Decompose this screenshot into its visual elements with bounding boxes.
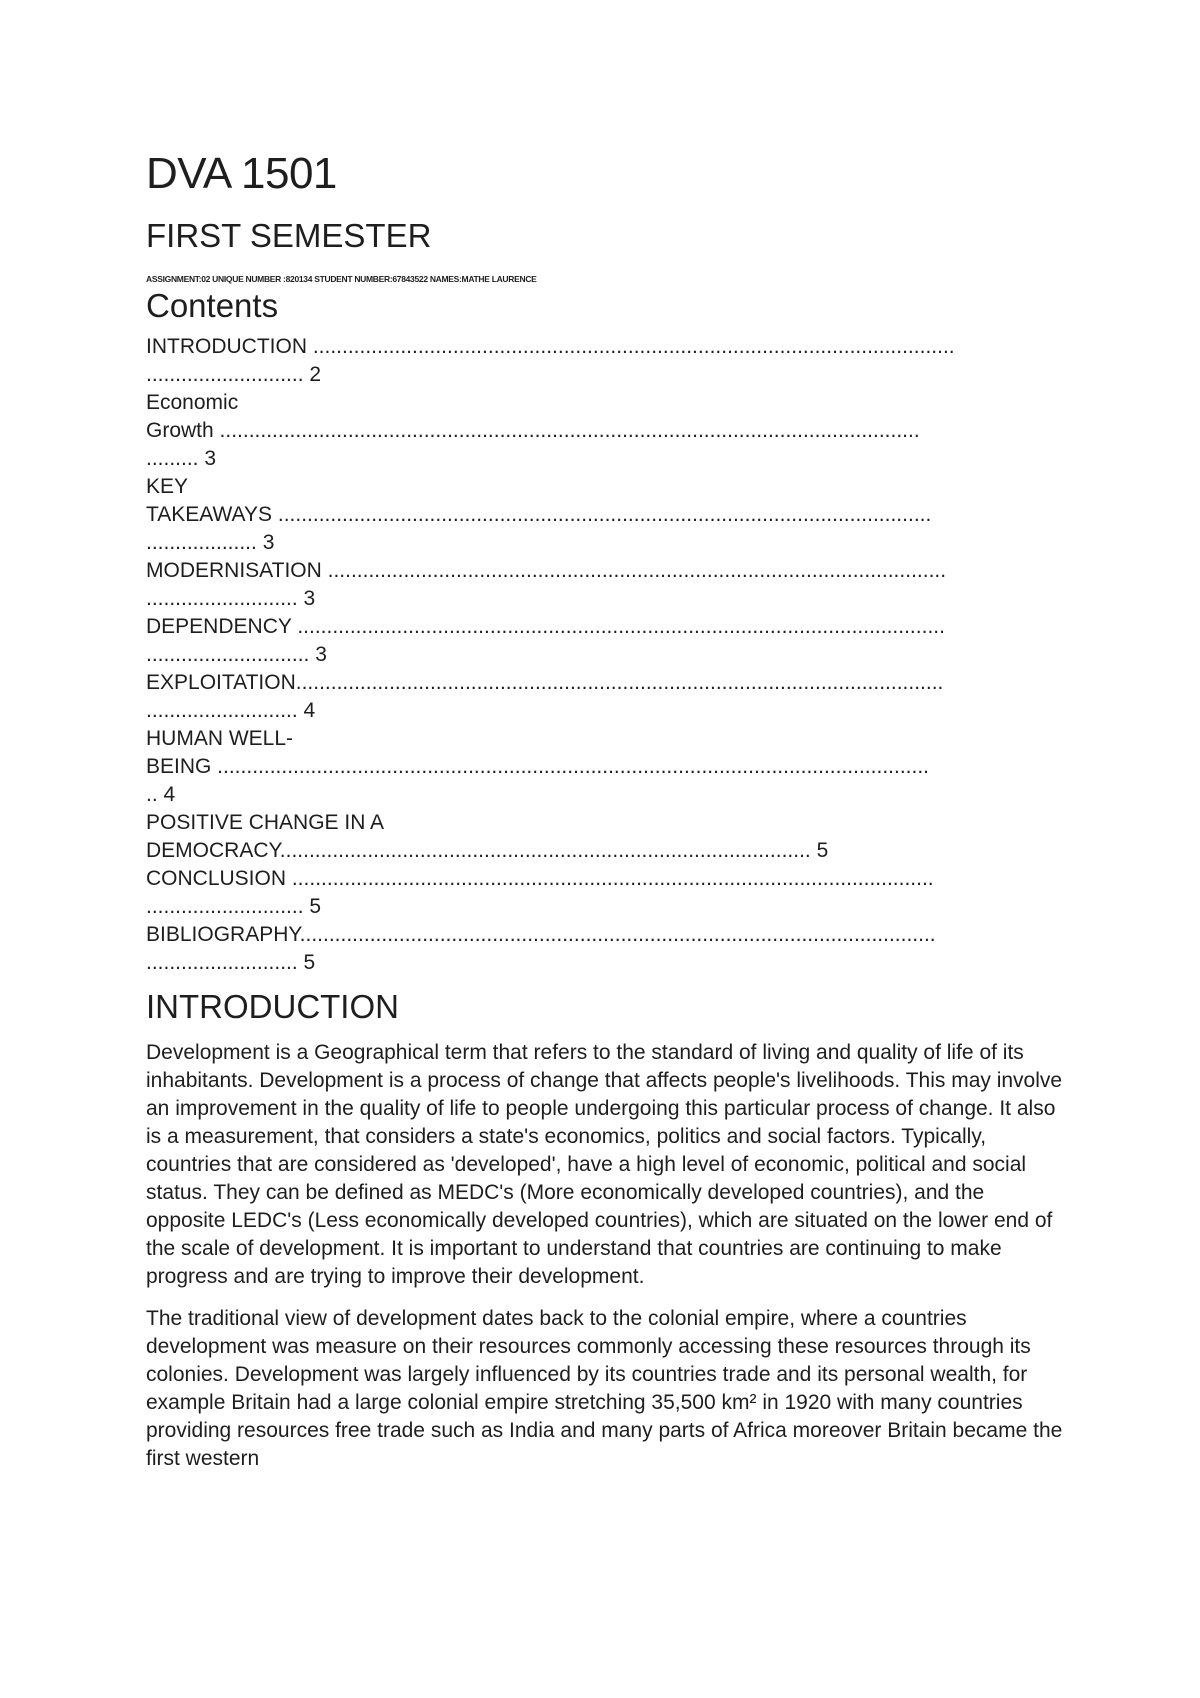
toc-entry-line: ........................... 5 [146, 895, 322, 918]
paragraph: The traditional view of development dates back to the colonial empire, where a countries development was measure on their resources commonly accessing these resources through its colonies. Development was largely influenced by its countries trade and its personal wealth, for example Britain had a large colonial empire stretching 35,500 km² in 1920 with many countries providing resources free trade such as India and many parts of Africa moreover Britain became the first western [146, 1307, 1063, 1470]
toc-entry[interactable] [146, 809, 1066, 865]
paragraph: Development is a Geographical term that refers to the standard of living and quality of life of its inhabitants. Development is a process of change that affects people's livelihoods. This may involve an improvement in the quality of life to people undergoing this particular process of change. It also is a measurement, that considers a state's economics, politics and social factors. Typically, countries that are considered as 'developed', have a high level of economic, political and social status. They can be defined as MEDC's (More economically developed countries), and the opposite LEDC's (Less economically developed countries), which are situated on the lower end of the scale of development. It is important to understand that countries are continuing to make progress and are trying to improve their development. [146, 1041, 1063, 1288]
toc-entry-line: Economic [146, 391, 239, 414]
toc-entry[interactable] [146, 389, 1066, 473]
toc-entry[interactable] [146, 865, 1066, 921]
toc-entry-line: .......................... 4 [146, 699, 316, 722]
assignment-meta: ASSIGNMENT:02 UNIQUE NUMBER :820134 STUDENT NUMBER:67843522 NAMES:MATHE LAURENCE [146, 274, 537, 284]
toc-entry-line: .. 4 [146, 783, 176, 806]
toc-entry-line: MODERNISATION .......................................................................................................... [146, 559, 947, 582]
toc-entry-line: ............................ 3 [146, 643, 327, 666]
document-page [146, 148, 1066, 1487]
toc-entry-line: POSITIVE CHANGE IN A [146, 811, 385, 834]
toc-entry-line: KEY [146, 475, 189, 498]
toc-entry-line: EXPLOITATION............................................................................................................... [146, 671, 944, 694]
toc-entry[interactable] [146, 333, 1066, 389]
introduction-body [146, 1039, 1066, 1473]
toc-entry-line: HUMAN WELL- [146, 727, 294, 750]
toc-entry-line: TAKEAWAYS ................................................................................................................ [146, 503, 932, 526]
toc-entry-line: CONCLUSION .............................................................................................................. [146, 867, 934, 890]
toc-entry-line: .......................... 3 [146, 587, 316, 610]
contents-heading: Contents [146, 287, 279, 324]
document-subtitle: FIRST SEMESTER [146, 217, 432, 254]
toc-entry-line: BEING .......................................................................................................................... [146, 755, 929, 778]
toc-entry-line: DEPENDENCY ............................................................................................................... [146, 615, 945, 638]
toc-entry-line: DEMOCRACY........................................................................................... 5 [146, 839, 829, 862]
toc-entry[interactable] [146, 613, 1066, 669]
toc-entry[interactable] [146, 725, 1066, 809]
toc-entry[interactable] [146, 921, 1066, 977]
toc-entry[interactable] [146, 669, 1066, 725]
document-title: DVA 1501 [146, 149, 337, 198]
toc-entry-line: ........................... 2 [146, 363, 322, 386]
toc-entry-line: .......................... 5 [146, 951, 316, 974]
table-of-contents [146, 333, 1066, 977]
toc-entry-line: ......... 3 [146, 447, 217, 470]
toc-entry[interactable] [146, 557, 1066, 613]
toc-entry-line: BIBLIOGRAPHY............................................................................................................. [146, 923, 936, 946]
toc-entry[interactable] [146, 473, 1066, 557]
toc-entry-line: INTRODUCTION .............................................................................................................. [146, 335, 955, 358]
toc-entry-line: Growth ........................................................................................................................ [146, 419, 920, 442]
introduction-heading: INTRODUCTION [146, 988, 399, 1025]
toc-entry-line: ................... 3 [146, 531, 275, 554]
